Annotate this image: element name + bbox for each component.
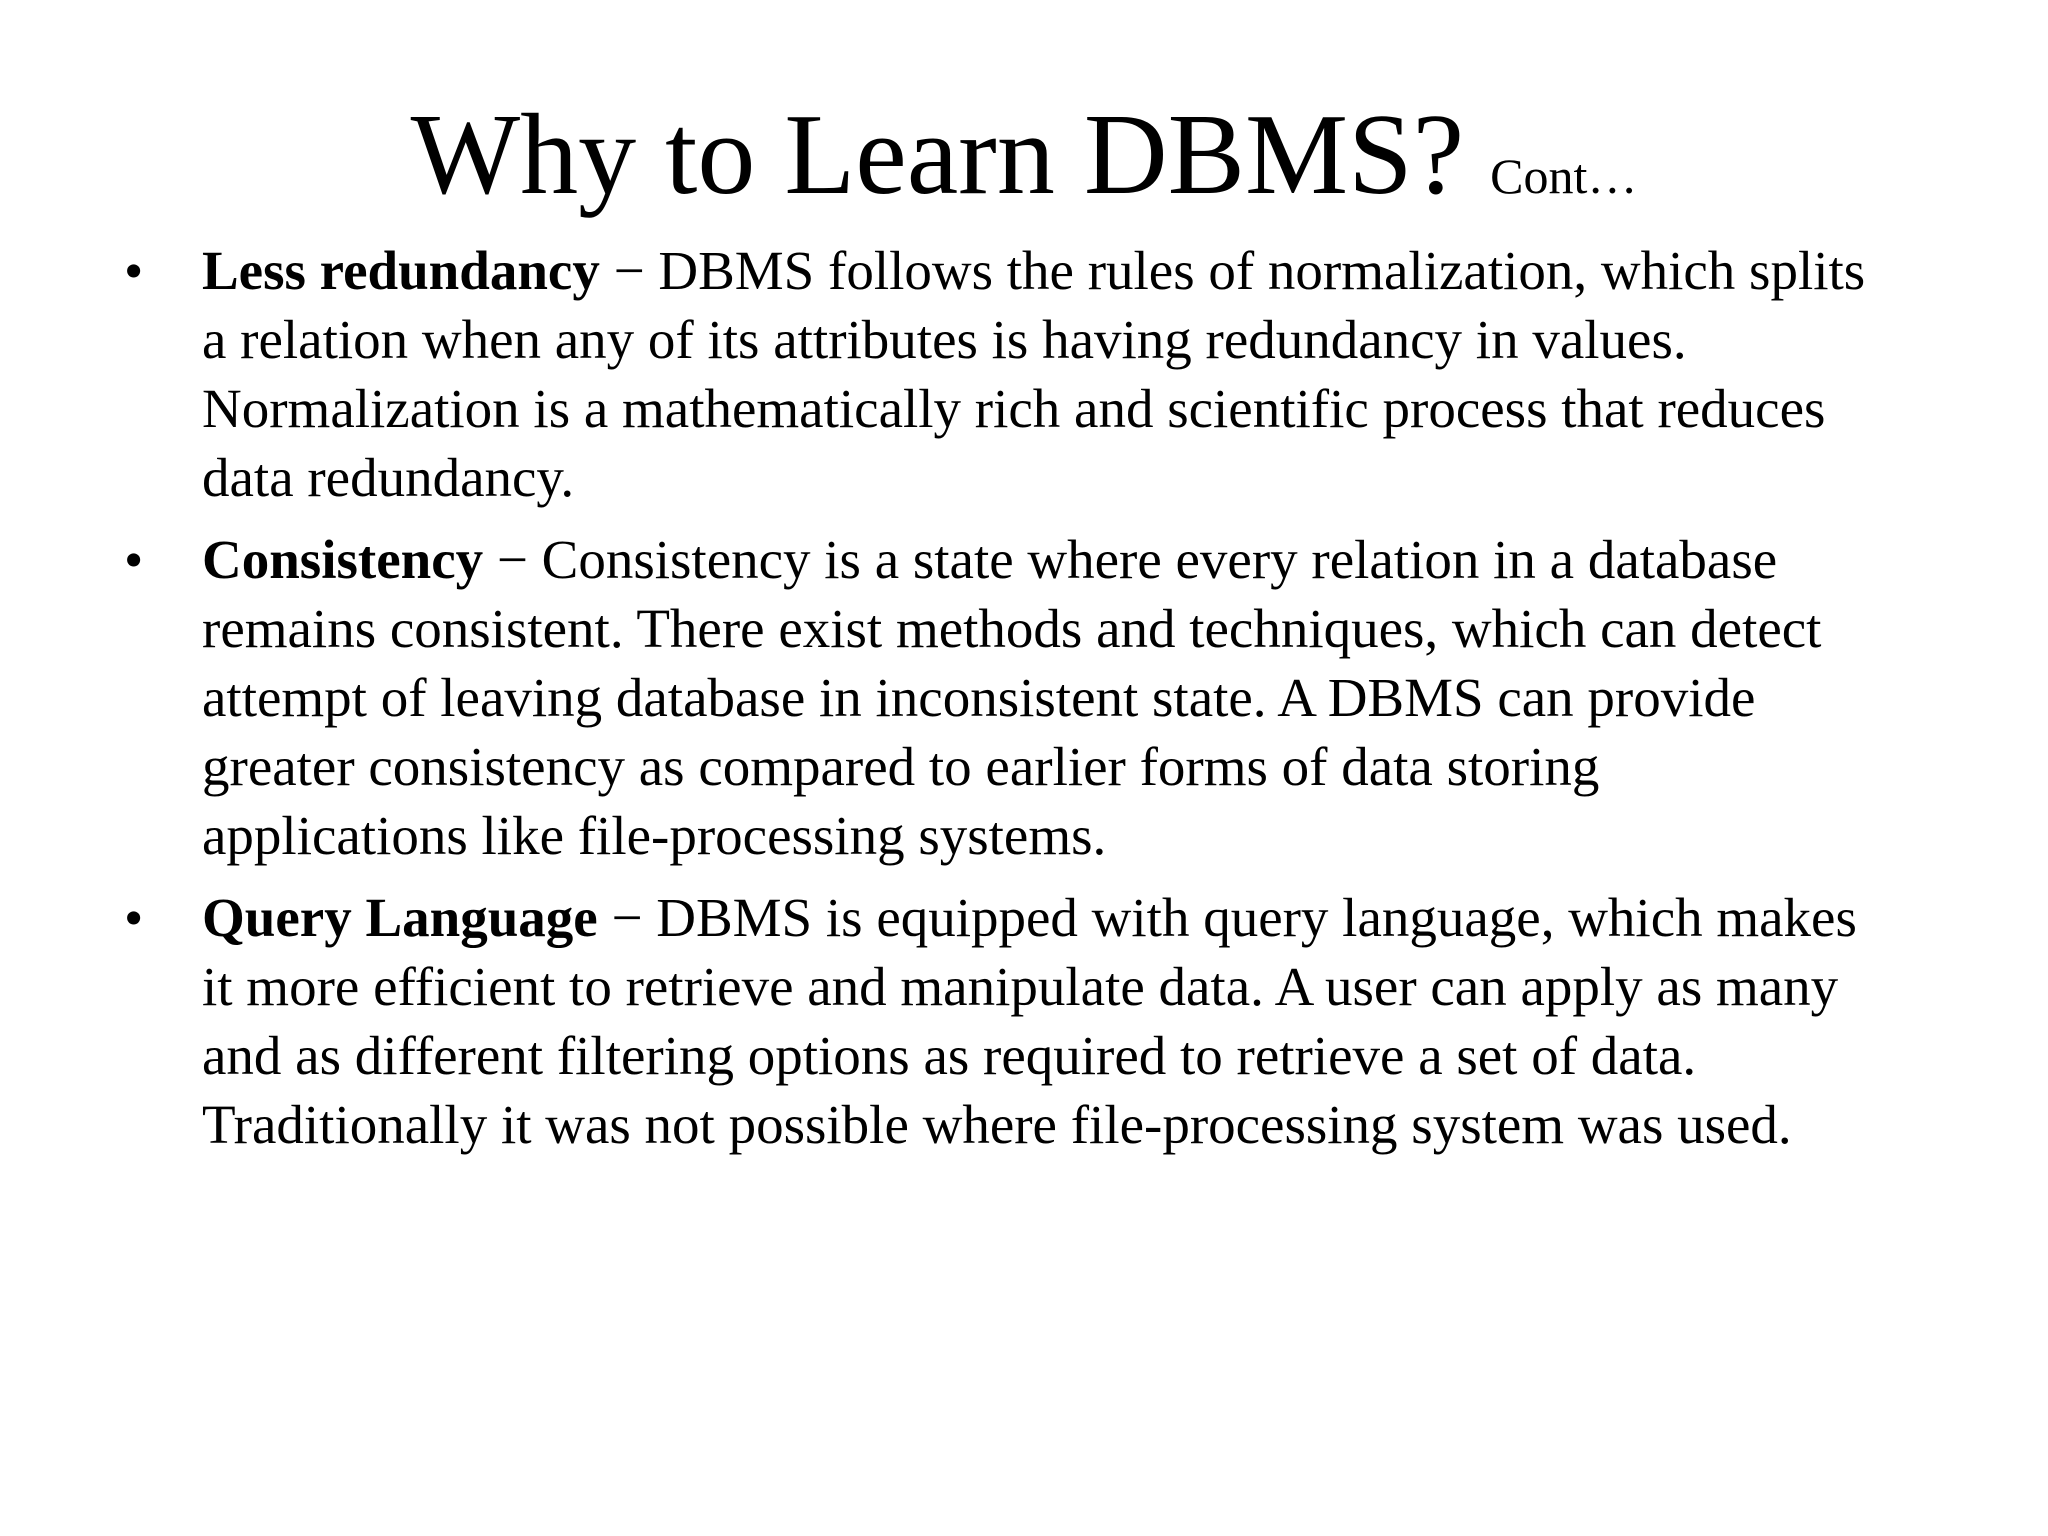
bullet-term: Consistency <box>202 529 484 590</box>
bullet-first-line: − DBMS follows the rules of normalization, which splits <box>599 240 1866 301</box>
bullet-line <box>202 883 2002 952</box>
bullet-line: attempt of leaving database in inconsistent state. A DBMS can provide <box>202 667 1756 728</box>
bullet-line: and as different filtering options as required to retrieve a set of data. <box>202 1025 1697 1086</box>
bullet-line: Traditionally it was not possible where file-processing system was used. <box>202 1094 1792 1155</box>
slide-title <box>0 85 2048 246</box>
bullet-text <box>202 883 2002 1159</box>
bullet-less-redundancy <box>0 236 2048 512</box>
bullet-line: greater consistency as compared to earlier forms of data storing <box>202 736 1600 797</box>
bullet-dot-icon: • <box>124 529 144 590</box>
bullet-consistency <box>0 525 2048 870</box>
bullet-term: Less redundancy <box>202 240 600 301</box>
bullet-first-line: − Consistency is a state where every relation in a database <box>483 529 1778 590</box>
bullet-line: remains consistent. There exist methods and techniques, which can detect <box>202 598 1822 659</box>
bullet-dot-icon: • <box>124 887 144 948</box>
bullet-list <box>0 236 2048 1172</box>
bullet-text <box>202 525 2002 870</box>
bullet-term: Query Language <box>202 887 598 948</box>
bullet-line <box>202 236 2002 305</box>
bullet-text <box>202 236 2002 512</box>
bullet-line: applications like file-processing systems. <box>202 805 1107 866</box>
bullet-query-language <box>0 883 2048 1159</box>
bullet-line: it more efficient to retrieve and manipulate data. A user can apply as many <box>202 956 1839 1017</box>
bullet-line: a relation when any of its attributes is having redundancy in values. <box>202 309 1687 370</box>
title-continued-label: Cont… <box>1490 148 1638 204</box>
title-text: Why to Learn DBMS? <box>410 91 1465 219</box>
bullet-line <box>202 525 2002 594</box>
bullet-line: Normalization is a mathematically rich and scientific process that reduces <box>202 378 1826 439</box>
bullet-line: data redundancy. <box>202 447 575 508</box>
bullet-first-line: − DBMS is equipped with query language, which makes <box>597 887 1857 948</box>
bullet-dot-icon: • <box>124 240 144 301</box>
